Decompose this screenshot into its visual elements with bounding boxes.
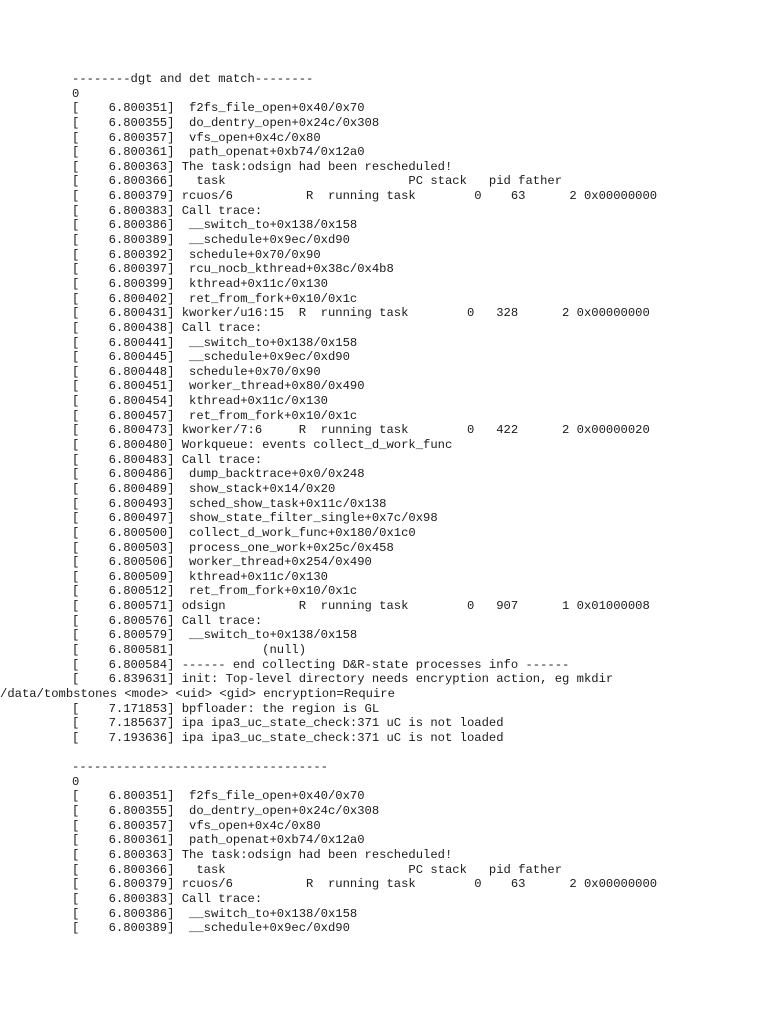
- log-line: [ 6.800383] Call trace:: [72, 891, 263, 906]
- log-line: [ 6.800361] path_openat+0xb74/0x12a0: [72, 145, 365, 160]
- log-line: [ 6.800355] do_dentry_open+0x24c/0x308: [72, 115, 380, 130]
- log-line: [ 6.800363] The task:odsign had been rescheduled!: [72, 847, 453, 862]
- log-line: [ 6.800497] show_state_filter_single+0x7c/0x98: [72, 511, 438, 526]
- log-line: [ 6.800509] kthread+0x11c/0x130: [72, 569, 328, 584]
- log-line: [ 6.800402] ret_from_fork+0x10/0x1c: [72, 291, 358, 306]
- log-line: [ 6.800506] worker_thread+0x254/0x490: [72, 555, 372, 570]
- log-line: [ 6.800451] worker_thread+0x80/0x490: [72, 379, 365, 394]
- log-line: [ 6.800351] f2fs_file_open+0x40/0x70: [72, 789, 365, 804]
- log-line: [ 6.800351] f2fs_file_open+0x40/0x70: [72, 101, 365, 116]
- log-line: [ 7.193636] ipa ipa3_uc_state_check:371 uC is not loaded: [72, 730, 504, 745]
- log-line: [ 6.800584] ------ end collecting D&R-state processes info ------: [72, 657, 570, 672]
- log-line: [ 7.185637] ipa ipa3_uc_state_check:371 uC is not loaded: [72, 716, 504, 731]
- log-line: [ 6.839631] init: Top-level directory needs encryption action, eg mkdir: [72, 672, 614, 687]
- log-line: [ 6.800448] schedule+0x70/0x90: [72, 364, 321, 379]
- log-line: [ 6.800457] ret_from_fork+0x10/0x1c: [72, 408, 358, 423]
- log-line: [ 6.800493] sched_show_task+0x11c/0x138: [72, 496, 387, 511]
- log-line: [ 6.800397] rcu_nocb_kthread+0x38c/0x4b8: [72, 262, 394, 277]
- log-line: [ 6.800386] __switch_to+0x138/0x158: [72, 906, 358, 921]
- log-line: --------dgt and det match--------: [72, 72, 314, 86]
- log-line: [ 6.800445] __schedule+0x9ec/0xd90: [72, 350, 350, 365]
- log-line: [ 6.800366] task PC stack pid father: [72, 862, 563, 877]
- log-line: [ 6.800357] vfs_open+0x4c/0x80: [72, 818, 321, 833]
- log-line: [ 6.800383] Call trace:: [72, 203, 263, 218]
- log-line: [ 6.800389] __schedule+0x9ec/0xd90: [72, 921, 350, 936]
- log-line: [ 6.800392] schedule+0x70/0x90: [72, 247, 321, 262]
- log-line: [ 6.800399] kthread+0x11c/0x130: [72, 276, 328, 291]
- log-line: [ 6.800486] dump_backtrace+0x0/0x248: [72, 467, 365, 482]
- log-line: [ 6.800389] __schedule+0x9ec/0xd90: [72, 233, 350, 248]
- log-line: [ 6.800489] show_stack+0x14/0x20: [72, 481, 336, 496]
- log-line: [ 7.171853] bpfloader: the region is GL: [72, 701, 380, 716]
- log-line: -----------------------------------: [72, 760, 328, 775]
- log-line: [ 6.800438] Call trace:: [72, 320, 263, 335]
- log-text-block: [0, 72, 658, 936]
- log-line: [ 6.800454] kthread+0x11c/0x130: [72, 394, 328, 409]
- log-line: [ 6.800379] rcuos/6 R running task 0 63 2 0x00000000: [72, 189, 658, 204]
- log-line: [ 6.800512] ret_from_fork+0x10/0x1c: [72, 584, 358, 599]
- log-line: [ 6.800503] process_one_work+0x25c/0x458: [72, 540, 394, 555]
- log-line: [ 6.800386] __switch_to+0x138/0x158: [72, 218, 358, 233]
- log-line: [ 6.800483] Call trace:: [72, 452, 263, 467]
- log-line: [72, 745, 657, 760]
- log-line: /data/tombstones <mode> <uid> <gid> encryption=Require: [0, 686, 395, 701]
- log-line: [ 6.800579] __switch_to+0x138/0x158: [72, 628, 358, 643]
- log-line: [ 6.800571] odsign R running task 0 907 1 0x01000008: [72, 599, 650, 614]
- log-line: [ 6.800473] kworker/7:6 R running task 0 422 2 0x00000020: [72, 423, 650, 438]
- log-line: [ 6.800576] Call trace:: [72, 613, 263, 628]
- log-line: [ 6.800431] kworker/u16:15 R running task 0 328 2 0x00000000: [72, 306, 650, 321]
- log-line: [ 6.800357] vfs_open+0x4c/0x80: [72, 130, 321, 145]
- log-line: [ 6.800366] task PC stack pid father: [72, 174, 563, 189]
- log-line: [ 6.800581] (null): [72, 642, 307, 657]
- log-line: 0: [72, 86, 80, 101]
- log-line: [ 6.800441] __switch_to+0x138/0x158: [72, 335, 358, 350]
- log-line: 0: [72, 774, 80, 789]
- log-line: [ 6.800480] Workqueue: events collect_d_work_func: [72, 438, 453, 453]
- log-line: [ 6.800355] do_dentry_open+0x24c/0x308: [72, 804, 380, 819]
- log-line: [ 6.800363] The task:odsign had been rescheduled!: [72, 159, 453, 174]
- log-line: [ 6.800500] collect_d_work_func+0x180/0x1c0: [72, 525, 416, 540]
- log-line: [ 6.800361] path_openat+0xb74/0x12a0: [72, 833, 365, 848]
- log-line: [ 6.800379] rcuos/6 R running task 0 63 2 0x00000000: [72, 877, 658, 892]
